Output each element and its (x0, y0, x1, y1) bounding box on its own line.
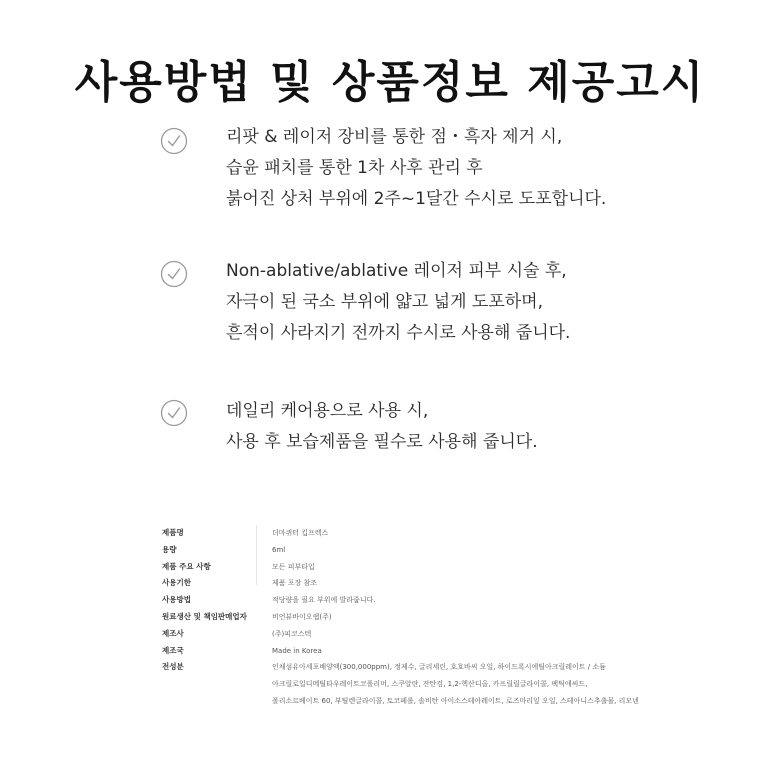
info-value: 인체섬유아세포배양액(300,000ppm), 정제수, 글리세린, 호호바씨 오일, 하이드록시에틸아크릴레이트 / 소듐 (272, 663, 606, 672)
info-key: 원료생산 및 책임판매업자 (162, 611, 247, 621)
info-value: 모든 피부타입 (272, 562, 315, 571)
info-value: 폴리소르베이트 60, 부틸렌글라이콜, 토코페롤, 솔비탄 아이소스테아레이트, 로즈마리잎 오일, 스테아니스추출물, 리모넨 (272, 696, 639, 705)
info-key: 제조사 (162, 628, 184, 638)
info-row-ingredients-cont (162, 676, 762, 693)
usage-text (226, 256, 570, 349)
usage-line: 데일리 케어용으로 사용 시, (226, 401, 429, 421)
info-key: 용량 (162, 544, 177, 554)
usage-line: 자극이 된 국소 부위에 얇고 넓게 도포하며, (226, 292, 544, 312)
info-row-product-name (162, 525, 762, 542)
info-row-seller (162, 609, 762, 626)
info-value: 6ml (272, 545, 286, 554)
info-row-country (162, 643, 762, 660)
usage-line: 리팟 & 레이저 장비를 통한 점・흑자 제거 시, (226, 127, 563, 147)
info-key: 전성분 (162, 662, 184, 672)
usage-line: 사용 후 보습제품을 필수로 사용해 줍니다. (226, 432, 538, 452)
info-key: 제품명 (162, 528, 184, 537)
info-value: (주)피코스텍 (272, 629, 312, 638)
info-value: 더마퀴터 킵프렉스 (272, 529, 329, 537)
check-circle-icon (160, 399, 188, 427)
info-value: 비언뷰바이오랩(주) (272, 612, 332, 621)
check-circle-icon (160, 260, 188, 288)
usage-line: Non-ablative/ablative 레이저 피부 시술 후, (226, 261, 567, 281)
info-row-ingredients (162, 659, 762, 676)
usage-text (226, 396, 538, 458)
info-key: 제품 주요 사항 (162, 561, 211, 571)
usage-line: 흔적이 사라지기 전까지 수시로 사용해 줍니다. (226, 323, 571, 343)
info-key: 제조국 (162, 645, 184, 655)
usage-line: 붉어진 상처 부위에 2주~1달간 수시로 도포합니다. (226, 189, 607, 209)
info-key: 사용기한 (162, 578, 191, 588)
info-key: 사용방법 (162, 595, 191, 605)
info-row-ingredients-cont (162, 693, 762, 710)
usage-text (226, 122, 606, 215)
info-row-expiry (162, 575, 762, 592)
product-info-table (162, 525, 762, 710)
info-row-specs (162, 559, 762, 576)
info-row-volume (162, 542, 762, 559)
page-title: 사용방법 및 상품정보 제공고시 (74, 57, 706, 108)
usage-line: 습윤 패치를 통한 1차 사후 관리 후 (226, 158, 483, 178)
info-value: 아크릴로일디메틸타우레이트코폴리머, 스쿠알란, 잔탄검, 1,2-헥산디올, 카프릴릴글라이콜, 팩틱애씨드, (272, 680, 588, 689)
info-value: 적당량을 필요 부위에 발라줍니다. (272, 596, 376, 605)
info-value: Made in Korea (272, 646, 322, 655)
info-row-usage (162, 592, 762, 609)
check-circle-icon (160, 127, 188, 155)
info-row-manufacturer (162, 626, 762, 643)
info-value: 제품 포장 참조 (272, 579, 318, 588)
